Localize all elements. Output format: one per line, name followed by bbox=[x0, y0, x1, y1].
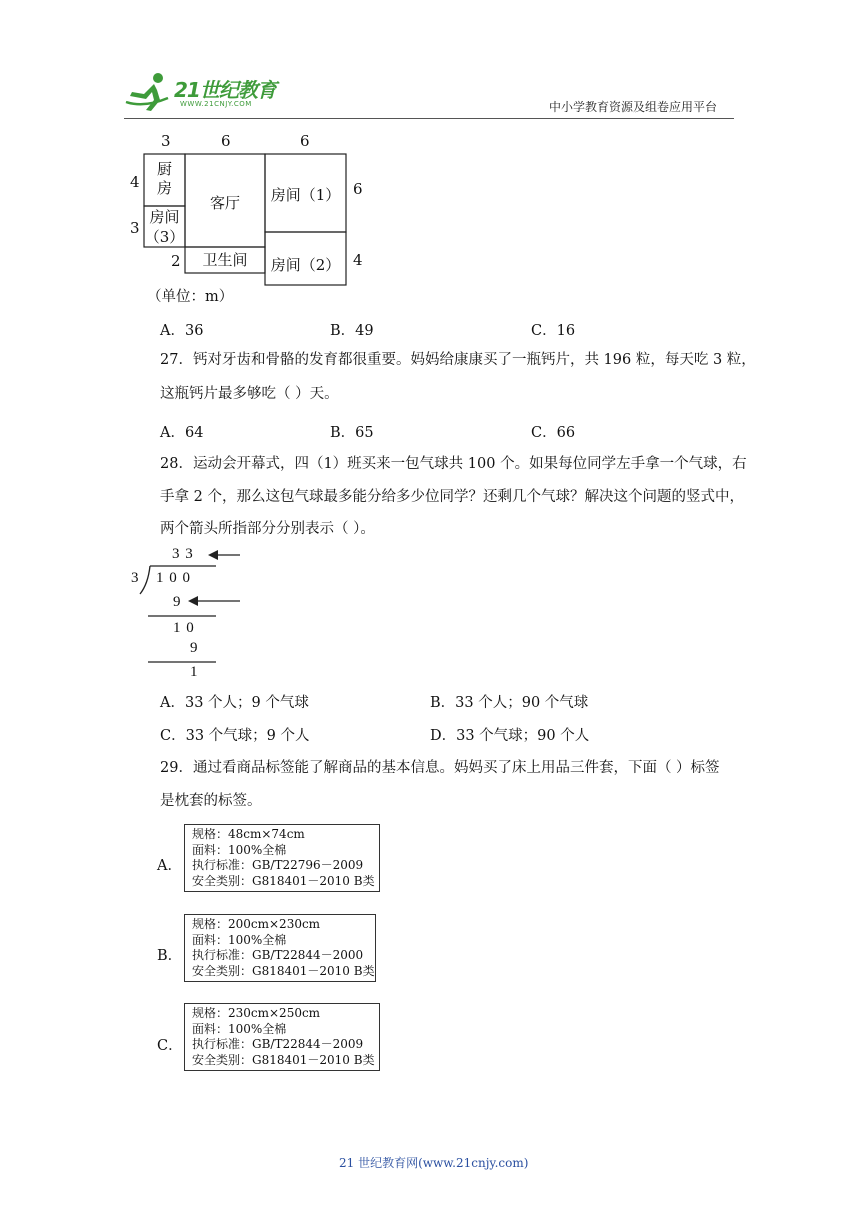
label-a-line: 执行标准：GB/T22796－2009 bbox=[192, 858, 364, 872]
runner-icon bbox=[124, 72, 172, 112]
right-number-2: 4 bbox=[353, 251, 363, 269]
step-1: 9 bbox=[173, 594, 181, 610]
q27-line-1: 27．钙对牙齿和骨骼的发育都很重要。妈妈给康康买了一瓶钙片，共 196 粒，每天吃 3 粒， bbox=[160, 352, 756, 368]
label-b-line: 执行标准：GB/T22844－2000 bbox=[192, 948, 364, 962]
q29-label-a[interactable] bbox=[184, 824, 380, 892]
room-2: 房间（2） bbox=[270, 256, 341, 274]
q29-label-c[interactable] bbox=[184, 1003, 380, 1071]
room-kitchen: 厨 房 bbox=[156, 160, 172, 197]
q26-option-b[interactable]: B．49 bbox=[330, 323, 374, 339]
label-b-line: 规格：200cm×230cm bbox=[192, 917, 321, 931]
q29-label-b[interactable] bbox=[184, 914, 376, 982]
q29-line-1: 29．通过看商品标签能了解商品的基本信息。妈妈买了床上用品三件套，下面（ ）标签 bbox=[160, 760, 720, 776]
q28-option-a[interactable]: A．33 个人；9 个气球 bbox=[160, 695, 309, 711]
q28-option-b[interactable]: B．33 个人；90 个气球 bbox=[430, 695, 589, 711]
q29-option-a-letter[interactable]: A． bbox=[157, 858, 182, 874]
q29-option-b-letter[interactable]: B． bbox=[157, 948, 183, 964]
top-number-1: 3 bbox=[161, 132, 171, 150]
footer-link[interactable]: 21 世纪教育网(www.21cnjy.com) bbox=[339, 1156, 529, 1170]
label-b-line: 面料：100%全棉 bbox=[192, 932, 287, 947]
label-b-line: 安全类别：G818401－2010 B类 bbox=[192, 963, 375, 978]
q26-option-c[interactable]: C．16 bbox=[531, 323, 576, 339]
room-1: 房间（1） bbox=[270, 186, 341, 204]
q29-option-c-letter[interactable]: C． bbox=[157, 1038, 183, 1054]
label-c-line: 执行标准：GB/T22844－2009 bbox=[192, 1037, 364, 1051]
long-division bbox=[128, 544, 248, 684]
arrow-2-icon bbox=[188, 596, 198, 606]
q28-option-c[interactable]: C．33 个气球；9 个人 bbox=[160, 728, 310, 744]
quotient: 3 3 bbox=[172, 546, 194, 562]
bottom-number: 2 bbox=[171, 252, 181, 270]
label-a-line: 规格：48cm×74cm bbox=[192, 827, 305, 841]
floorplan-unit: （单位：m） bbox=[147, 289, 234, 305]
q29-line-2: 是枕套的标签。 bbox=[160, 793, 262, 809]
q27-option-c[interactable]: C．66 bbox=[531, 425, 576, 441]
site-name: 中小学教育资源及组卷应用平台 bbox=[549, 100, 718, 114]
arrow-1-icon bbox=[208, 550, 218, 560]
division-lines bbox=[128, 544, 248, 684]
q27-option-b[interactable]: B．65 bbox=[330, 425, 374, 441]
label-a-line: 安全类别：G818401－2010 B类 bbox=[192, 873, 375, 888]
room-3: 房间 （3） bbox=[144, 208, 185, 246]
q28-line-3: 两个箭头所指部分分别表示（ ）。 bbox=[160, 521, 375, 537]
header-divider bbox=[124, 118, 734, 119]
right-number-1: 6 bbox=[353, 180, 363, 198]
label-a-line: 面料：100%全棉 bbox=[192, 842, 287, 857]
step-3: 9 bbox=[190, 640, 198, 656]
q27-line-2: 这瓶钙片最多够吃（ ）天。 bbox=[160, 386, 339, 402]
q28-line-1: 28．运动会开幕式，四（1）班买来一包气球共 100 个。如果每位同学左手拿一个气球，右 bbox=[160, 456, 747, 472]
floorplan bbox=[120, 128, 380, 308]
logo bbox=[124, 70, 294, 116]
q28-line-2: 手拿 2 个，那么这包气球最多能分给多少位同学？还剩几个气球？解决这个问题的竖式中， bbox=[160, 489, 744, 505]
top-number-2: 6 bbox=[221, 132, 231, 150]
label-c-line: 规格：230cm×250cm bbox=[192, 1006, 321, 1020]
room-living: 客厅 bbox=[209, 194, 240, 212]
remainder: 1 bbox=[190, 664, 198, 680]
label-c-line: 面料：100%全棉 bbox=[192, 1021, 287, 1036]
label-c-line: 安全类别：G818401－2010 B类 bbox=[192, 1052, 375, 1067]
left-number-2: 3 bbox=[130, 219, 140, 237]
step-2: 1 0 bbox=[173, 620, 195, 636]
room-bathroom: 卫生间 bbox=[202, 251, 248, 269]
dividend: 1 0 0 bbox=[156, 570, 191, 586]
q28-option-d[interactable]: D．33 个气球；90 个人 bbox=[430, 728, 590, 744]
top-number-3: 6 bbox=[300, 132, 310, 150]
q27-option-a[interactable]: A．64 bbox=[160, 425, 204, 441]
divisor: 3 bbox=[131, 570, 139, 586]
logo-url: WWW.21CNJY.COM bbox=[180, 100, 252, 108]
q26-option-a[interactable]: A．36 bbox=[160, 323, 204, 339]
left-number-1: 4 bbox=[130, 173, 140, 191]
logo-text: 21世纪教育 bbox=[174, 78, 276, 102]
